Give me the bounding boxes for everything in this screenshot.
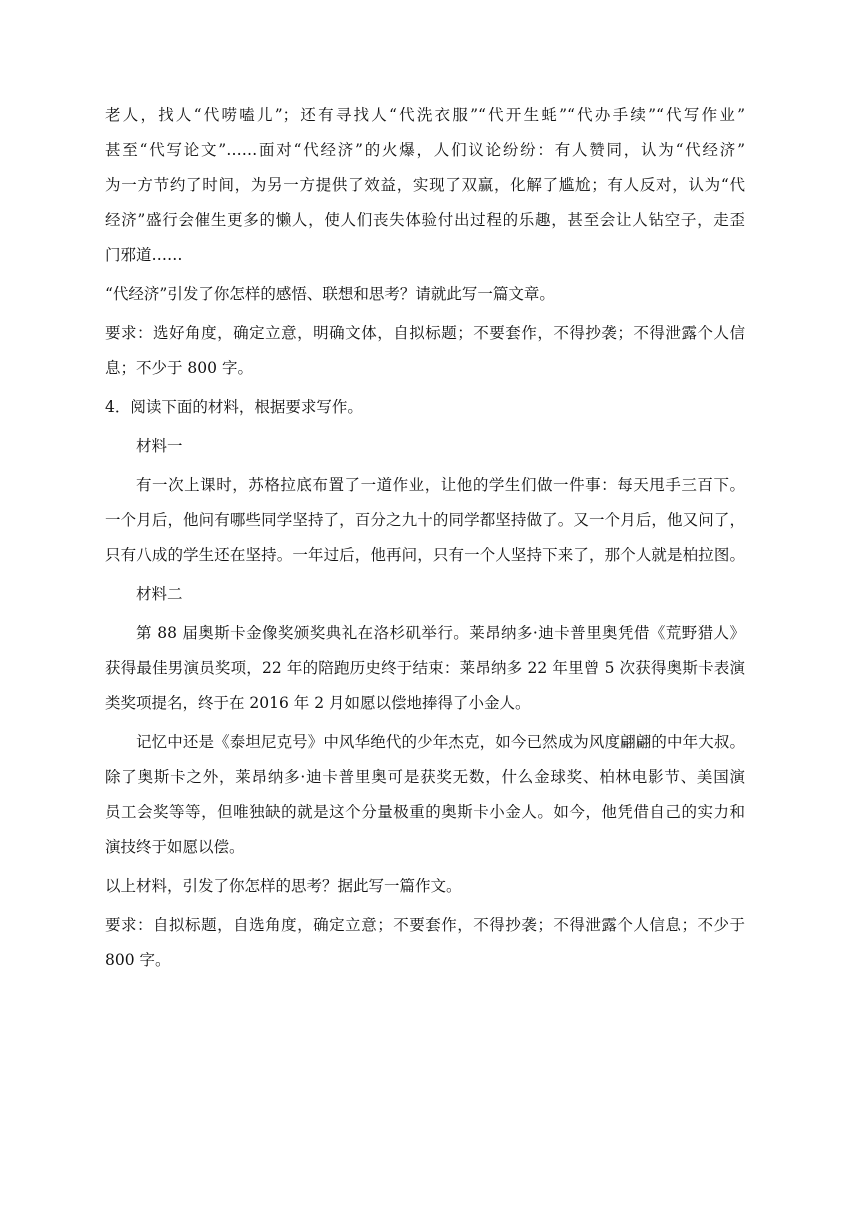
material-1-body: [105, 474, 745, 566]
text-line: 类奖项提名，终于在 2016 年 2 月如愿以偿地捧得了小金人。: [105, 694, 531, 712]
question-4-prompt: 以上材料，引发了你怎样的思考？据此写一篇作文。: [105, 877, 462, 895]
text-line: 员工会奖等等，但唯独缺的就是这个分量极重的奥斯卡小金人。如今，他凭借自己的实力和: [105, 803, 745, 821]
text-line: 老人，找人“代唠嗑儿”；还有寻找人“代洗衣服”“代开生蚝”“代办手续”“代写作业”: [105, 106, 745, 124]
material-2-heading: 材料二: [136, 585, 183, 603]
question-3-prompt: “代经济”引发了你怎样的感悟、联想和思考？请就此写一篇文章。: [105, 285, 555, 303]
material-2-paragraph-1: [105, 622, 745, 714]
question-3-requirements: [105, 322, 745, 379]
text-line: 演技终于如愿以偿。: [105, 838, 245, 856]
document-content: [105, 104, 745, 971]
previous-material-continuation: [105, 104, 745, 266]
text-line: 800 字。: [105, 951, 171, 969]
material-2-paragraph-2: [105, 731, 745, 858]
text-line: 第 88 届奥斯卡金像奖颁奖典礼在洛杉矶举行。莱昂纳多·迪卡普里奥凭借《荒野猎人》: [136, 624, 745, 642]
question-4-title: 4．阅读下面的材料，根据要求写作。: [105, 398, 363, 416]
text-line: 为一方节约了时间，为另一方提供了效益，实现了双赢，化解了尴尬；有人反对，认为“代: [105, 176, 745, 194]
material-1-heading: 材料一: [136, 437, 183, 455]
text-line: 除了奥斯卡之外，莱昂纳多·迪卡普里奥可是获奖无数，什么金球奖、柏林电影节、美国演: [105, 768, 745, 786]
text-line: 只有八成的学生还在坚持。一年过后，他再问，只有一个人坚持下来了，那个人就是柏拉图。: [105, 546, 745, 564]
text-line: 获得最佳男演员奖项，22 年的陪跑历史终于结束：莱昂纳多 22 年里曾 5 次获得奥斯卡表演: [105, 659, 745, 677]
question-4-requirements: [105, 914, 745, 971]
text-line: 甚至“代写论文”……面对“代经济”的火爆，人们议论纷纷：有人赞同，认为“代经济”: [105, 141, 745, 159]
text-line: 有一次上课时，苏格拉底布置了一道作业，让他的学生们做一件事：每天甩手三百下。: [136, 476, 745, 494]
text-line: 经济”盛行会催生更多的懒人，使人们丧失体验付出过程的乐趣，甚至会让人钻空子，走歪: [105, 211, 745, 229]
text-line: 要求：选好角度，确定立意，明确文体，自拟标题；不要套作，不得抄袭；不得泄露个人信: [105, 324, 745, 342]
text-line: 门邪道……: [105, 246, 183, 264]
text-line: 一个月后，他问有哪些同学坚持了，百分之九十的同学都坚持做了。又一个月后，他又问了，: [105, 511, 745, 529]
text-line: 要求：自拟标题，自选角度，确定立意；不要套作，不得抄袭；不得泄露个人信息；不少于: [105, 916, 745, 934]
text-line: 记忆中还是《泰坦尼克号》中风华绝代的少年杰克，如今已然成为风度翩翩的中年大叔。: [136, 733, 745, 751]
text-line: 息；不少于 800 字。: [105, 359, 253, 377]
